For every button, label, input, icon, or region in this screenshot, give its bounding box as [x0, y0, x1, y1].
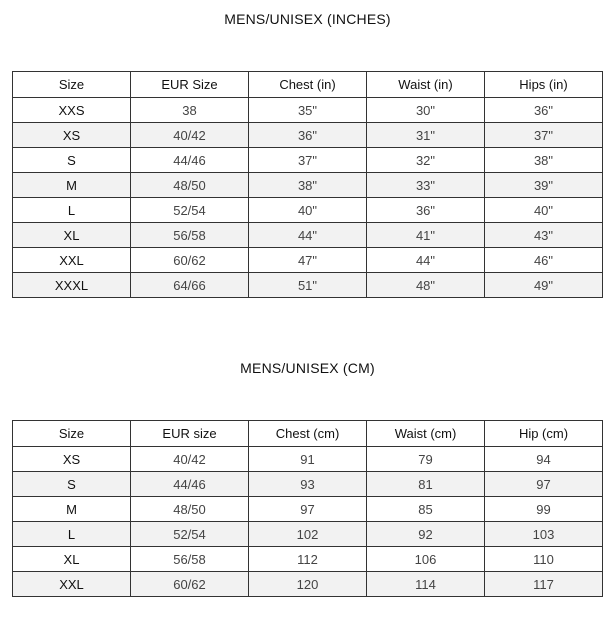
chest-cell: 35" [249, 98, 367, 123]
header-eur-size: EUR size [131, 421, 249, 447]
header-waist: Waist (cm) [367, 421, 485, 447]
table-row [13, 447, 603, 472]
table-row [13, 123, 603, 148]
hips-cell: 39" [485, 173, 603, 198]
header-waist: Waist (in) [367, 72, 485, 98]
table-row [13, 572, 603, 597]
waist-cell: 44" [367, 248, 485, 273]
header-size: Size [13, 72, 131, 98]
hip-cell: 94 [485, 447, 603, 472]
table-row [13, 223, 603, 248]
eur-size-cell: 44/46 [131, 148, 249, 173]
table-header-row [13, 421, 603, 447]
chest-cell: 51" [249, 273, 367, 298]
eur-size-cell: 44/46 [131, 472, 249, 497]
waist-cell: 81 [367, 472, 485, 497]
waist-cell: 79 [367, 447, 485, 472]
hips-cell: 43" [485, 223, 603, 248]
header-size: Size [13, 421, 131, 447]
table-row [13, 472, 603, 497]
table-row [13, 98, 603, 123]
table-row [13, 173, 603, 198]
chest-cell: 112 [249, 547, 367, 572]
size-cell: M [13, 173, 131, 198]
waist-cell: 33" [367, 173, 485, 198]
waist-cell: 32" [367, 148, 485, 173]
hip-cell: 117 [485, 572, 603, 597]
size-cell: XL [13, 223, 131, 248]
hips-cell: 46" [485, 248, 603, 273]
hip-cell: 97 [485, 472, 603, 497]
size-cell: XS [13, 447, 131, 472]
size-cell: L [13, 198, 131, 223]
header-eur-size: EUR Size [131, 72, 249, 98]
waist-cell: 48" [367, 273, 485, 298]
hips-cell: 36" [485, 98, 603, 123]
size-cell: L [13, 522, 131, 547]
eur-size-cell: 64/66 [131, 273, 249, 298]
eur-size-cell: 60/62 [131, 248, 249, 273]
chest-cell: 91 [249, 447, 367, 472]
eur-size-cell: 40/42 [131, 447, 249, 472]
size-cell: XXXL [13, 273, 131, 298]
chest-cell: 40" [249, 198, 367, 223]
header-hip: Hip (cm) [485, 421, 603, 447]
inches-table-title: MENS/UNISEX (INCHES) [224, 11, 391, 27]
table-row [13, 248, 603, 273]
waist-cell: 114 [367, 572, 485, 597]
chest-cell: 44" [249, 223, 367, 248]
eur-size-cell: 38 [131, 98, 249, 123]
hips-cell: 38" [485, 148, 603, 173]
table-row [13, 273, 603, 298]
chest-cell: 38" [249, 173, 367, 198]
header-chest: Chest (cm) [249, 421, 367, 447]
eur-size-cell: 48/50 [131, 497, 249, 522]
eur-size-cell: 60/62 [131, 572, 249, 597]
hips-cell: 40" [485, 198, 603, 223]
eur-size-cell: 52/54 [131, 522, 249, 547]
table-header-row [13, 72, 603, 98]
inches-size-table [12, 71, 603, 298]
size-cell: XXL [13, 248, 131, 273]
chest-cell: 97 [249, 497, 367, 522]
chest-cell: 93 [249, 472, 367, 497]
eur-size-cell: 40/42 [131, 123, 249, 148]
table-row [13, 148, 603, 173]
waist-cell: 106 [367, 547, 485, 572]
waist-cell: 92 [367, 522, 485, 547]
waist-cell: 30" [367, 98, 485, 123]
waist-cell: 41" [367, 223, 485, 248]
hip-cell: 110 [485, 547, 603, 572]
table-row [13, 198, 603, 223]
hips-cell: 49" [485, 273, 603, 298]
size-cell: XS [13, 123, 131, 148]
table-row [13, 497, 603, 522]
cm-size-table [12, 420, 603, 597]
chest-cell: 37" [249, 148, 367, 173]
size-cell: XXS [13, 98, 131, 123]
size-cell: M [13, 497, 131, 522]
table-row [13, 522, 603, 547]
chest-cell: 36" [249, 123, 367, 148]
chest-cell: 47" [249, 248, 367, 273]
eur-size-cell: 56/58 [131, 547, 249, 572]
hip-cell: 99 [485, 497, 603, 522]
eur-size-cell: 56/58 [131, 223, 249, 248]
size-cell: XXL [13, 572, 131, 597]
eur-size-cell: 48/50 [131, 173, 249, 198]
cm-table-title: MENS/UNISEX (CM) [240, 360, 375, 376]
waist-cell: 36" [367, 198, 485, 223]
header-chest: Chest (in) [249, 72, 367, 98]
header-hips: Hips (in) [485, 72, 603, 98]
size-cell: XL [13, 547, 131, 572]
chest-cell: 102 [249, 522, 367, 547]
hips-cell: 37" [485, 123, 603, 148]
size-cell: S [13, 472, 131, 497]
waist-cell: 85 [367, 497, 485, 522]
chest-cell: 120 [249, 572, 367, 597]
hip-cell: 103 [485, 522, 603, 547]
table-row [13, 547, 603, 572]
waist-cell: 31" [367, 123, 485, 148]
size-cell: S [13, 148, 131, 173]
eur-size-cell: 52/54 [131, 198, 249, 223]
